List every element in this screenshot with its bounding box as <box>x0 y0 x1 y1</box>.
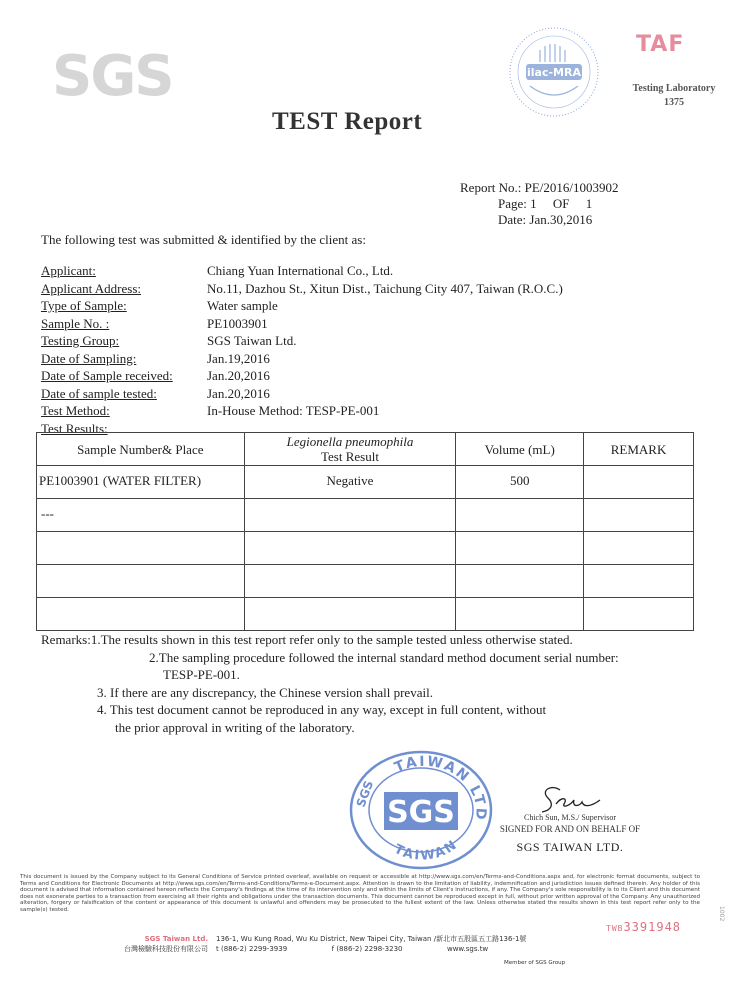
report-meta <box>460 180 619 228</box>
info-row <box>41 367 563 385</box>
header-sample: Sample Number& Place <box>37 433 245 466</box>
info-row <box>41 402 563 420</box>
lab-number: 1375 <box>664 97 684 108</box>
info-value: Jan.19,2016 <box>207 350 270 366</box>
footer-contact <box>216 934 526 954</box>
stamp-top-text: TAIWAN LTD <box>392 753 489 822</box>
stamp-bottom-text: TAIWAN <box>391 837 461 864</box>
info-value: Jan.20,2016 <box>207 368 270 383</box>
info-label: Type of Sample: <box>41 298 127 313</box>
serial-number <box>606 920 681 934</box>
signatory-behalf: SIGNED FOR AND ON BEHALF OF <box>499 824 641 834</box>
footer-member: Member of SGS Group <box>504 960 566 966</box>
info-value: Water sample <box>207 298 278 313</box>
info-row <box>41 315 563 333</box>
footer-brand-en: SGS Taiwan Ltd. <box>144 935 208 943</box>
info-row <box>41 297 563 315</box>
side-code: 1002 <box>718 906 725 922</box>
remark-1: Remarks:1.The results shown in this test report refer only to the sample tested unless otherwise stated. <box>41 632 573 647</box>
cell-sample <box>37 565 245 598</box>
cell-remark <box>584 466 694 499</box>
ilac-mra-logo <box>504 22 604 122</box>
footer-address: 136-1, Wu Kung Road, Wu Ku District, New Taipei City, Taiwan /新北市五股區五工路136-1號 <box>216 935 527 943</box>
info-row <box>41 262 563 280</box>
cell-result <box>244 565 456 598</box>
cell-sample <box>37 598 245 631</box>
table-header-row <box>37 433 694 466</box>
table-row <box>37 598 694 631</box>
cell-sample: --- <box>37 499 245 532</box>
info-label: Testing Group: <box>41 333 120 348</box>
info-label: Sample No. : <box>41 315 110 331</box>
report-page: Page: 1 OF 1 <box>498 196 593 211</box>
header-volume: Volume (mL) <box>456 433 584 466</box>
info-row <box>41 332 563 350</box>
table-row <box>37 466 694 499</box>
cell-volume <box>456 565 584 598</box>
header-remark: REMARK <box>584 433 694 466</box>
footer-brand-cn: 台灣檢驗科技股份有限公司 <box>124 945 208 953</box>
table-row <box>37 499 694 532</box>
info-value: PE1003901 <box>207 315 268 331</box>
results-table <box>36 432 694 631</box>
remark-2-cont: TESP-PE-001. <box>163 667 240 682</box>
info-label: Applicant: <box>41 263 96 278</box>
cell-volume: 500 <box>456 466 584 499</box>
info-value: No.11, Dazhou St., Xitun Dist., Taichung City 407, Taiwan (R.O.C.) <box>207 280 563 296</box>
cell-sample <box>37 532 245 565</box>
info-value: In-House Method: TESP-PE-001 <box>207 403 380 418</box>
info-value: Chiang Yuan International Co., Ltd. <box>207 263 394 278</box>
ilac-logo-text: ilac-MRA <box>527 66 581 79</box>
info-value: Jan.20,2016 <box>207 385 270 401</box>
remark-3: 3. If there are any discrepancy, the Chinese version shall prevail. <box>97 684 433 700</box>
taf-logo: TAF <box>636 32 685 57</box>
signatory-company: SGS TAIWAN LTD. <box>516 840 624 854</box>
info-label: Date of Sampling: <box>41 350 137 366</box>
header-result <box>244 433 456 466</box>
remark-4: 4. This test document cannot be reproduced in any way, except in full content, without <box>97 702 547 717</box>
cell-sample: PE1003901 (WATER FILTER) <box>37 466 245 499</box>
info-label: Test Results: <box>41 420 108 436</box>
cell-volume <box>456 499 584 532</box>
lab-line1: Testing Laboratory <box>632 83 716 94</box>
header-result-organism: Legionella pneumophila <box>286 434 414 449</box>
signatory-name: Chich Sun, M.S./ Supervisor <box>523 813 616 822</box>
info-label: Date of sample tested: <box>41 385 157 401</box>
cell-remark <box>584 565 694 598</box>
cell-result <box>244 598 456 631</box>
stamp-left-text: SGS <box>353 778 377 810</box>
stamp-center-text: SGS <box>387 795 455 830</box>
remarks <box>41 631 619 736</box>
info-row <box>41 350 563 368</box>
signatory-block <box>490 813 650 855</box>
serial-prefix: TWB <box>606 924 624 933</box>
info-row <box>41 385 563 403</box>
remark-2: 2.The sampling procedure followed the internal standard method document serial number: <box>149 649 619 665</box>
serial-digits: 3391948 <box>623 920 682 934</box>
remark-4-cont: the prior approval in writing of the laboratory. <box>115 719 355 735</box>
cell-remark <box>584 532 694 565</box>
sample-info <box>41 262 563 437</box>
info-label: Date of Sample received: <box>41 368 173 383</box>
cell-remark <box>584 598 694 631</box>
cell-result <box>244 499 456 532</box>
footer-phones <box>216 944 526 954</box>
info-label: Test Method: <box>41 403 110 418</box>
fine-print: This document is issued by the Company subject to its General Conditions of Service printed overleaf, available on request or accessible at http://www.sgs.com/en/Terms-and-Conditions.aspx and, for electronic format documents, subject to Terms and Conditions for Electronic Documents at http://www.sgs.com/en/Terms-and-Conditions/Terms-e-Document.aspx. Attention is drawn to the limitation of liability, indemnification and jurisdiction issues defined therein. Any holder of this document is advised that information contained hereon reflects the Company's findings at the time of its intervention only and within the limits of Client's instructions, if any. The Company's sole responsibility is to its Client and this document does not exonerate parties to a transaction from exercising all their rights and obligations under the transaction documents. This document cannot be reproduced except in full, without prior written approval of the Company. Any unauthorized alteration, forgery or falsification of the content or appearance of this document is unlawful and offenders may be prosecuted to the fullest extent of the law. Unless otherwise stated the results shown in this test report refer only to the sample(s) tested. <box>20 874 700 913</box>
cell-result: Negative <box>244 466 456 499</box>
cell-remark <box>584 499 694 532</box>
footer-brand <box>88 934 208 954</box>
info-value: SGS Taiwan Ltd. <box>207 333 297 348</box>
info-row <box>41 280 563 298</box>
cell-volume <box>456 598 584 631</box>
intro-text: The following test was submitted & identified by the client as: <box>41 232 366 247</box>
cell-result <box>244 532 456 565</box>
testing-laboratory-label <box>626 82 722 110</box>
footer-web: www.sgs.tw <box>446 945 489 953</box>
footer-tel: t (886-2) 2299-3939 <box>216 945 288 953</box>
table-row <box>37 565 694 598</box>
table-row <box>37 532 694 565</box>
cell-volume <box>456 532 584 565</box>
report-date: Date: Jan.30,2016 <box>498 212 593 227</box>
footer-fax: f (886-2) 2298-3230 <box>331 945 403 953</box>
svg-text:TAIWAN <box>392 837 461 864</box>
header-result-sub: Test Result <box>321 449 379 464</box>
page-title: TEST Report <box>272 108 423 135</box>
sgs-logo: SGS <box>52 44 173 109</box>
info-label: Applicant Address: <box>41 280 142 296</box>
sgs-taiwan-stamp <box>346 748 496 873</box>
report-number: Report No.: PE/2016/1003902 <box>460 180 619 195</box>
